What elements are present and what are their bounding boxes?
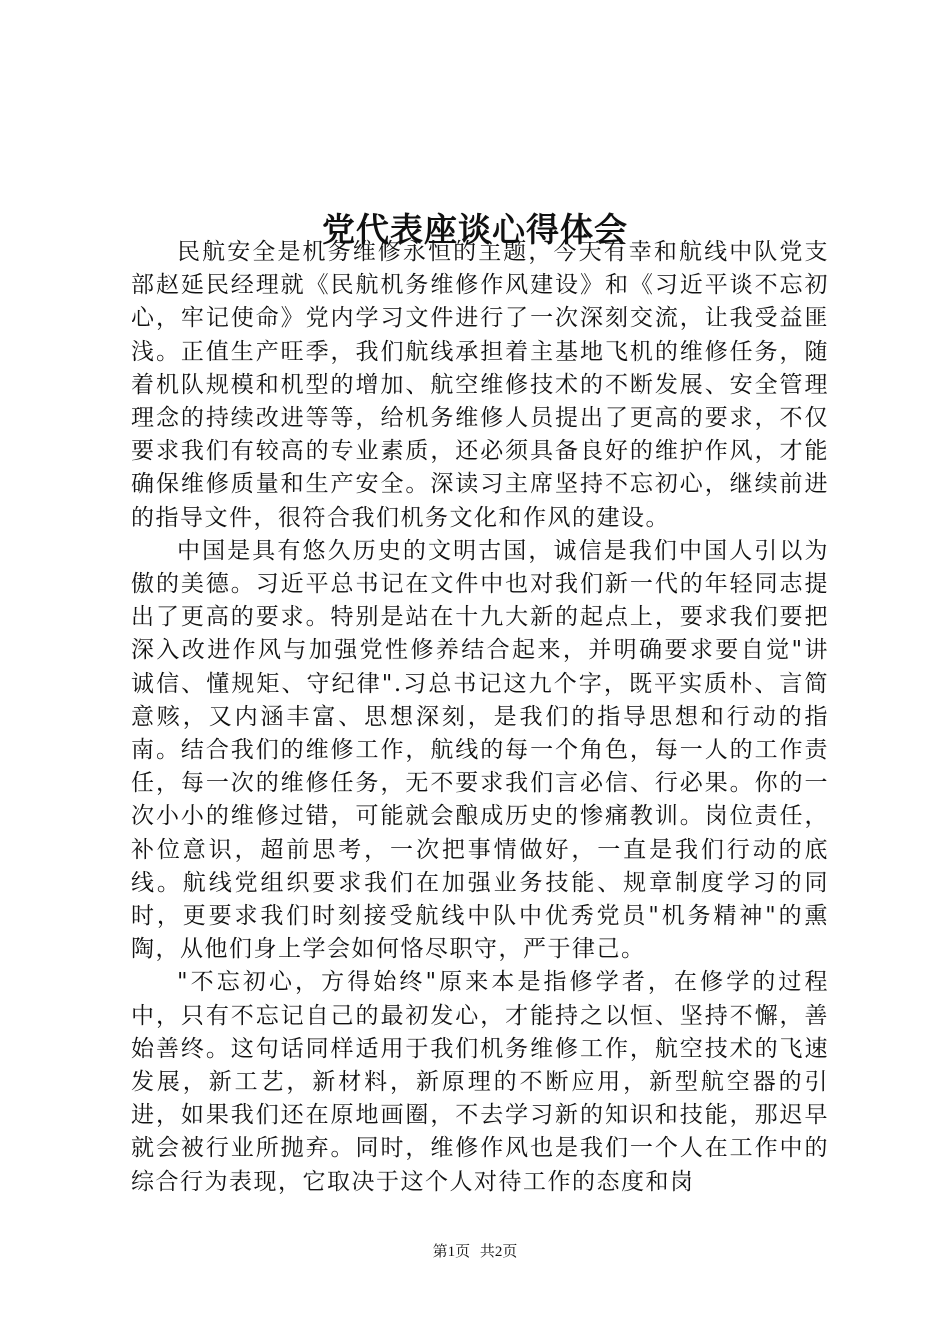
document-title: 党代表座谈心得体会 xyxy=(322,210,628,250)
paragraph-2: 中国是具有悠久历史的文明古国，诚信是我们中国人引以为傲的美德。习近平总书记在文件中也对我们新一代的年轻同志提出了更高的要求。特别是站在十九大新的起点上，要求我们要把深入改进作风与加强党性修养结合起来，并明确要求要自觉"讲诚信、懂规矩、守纪律".习总书记这九个字，既平实质朴、言简意赅，又内涵丰富、思想深刻，是我们的指导思想和行动的指南。结合我们的维修工作，航线的每一个角色，每一人的工作责任，每一次的维修任务，无不要求我们言必信、行必果。你的一次小小的维修过错，可能就会酿成历史的惨痛教训。岗位责任，补位意识，超前思考，一次把事情做好，一直是我们行动的底线。航线党组织要求我们在加强业务技能、规章制度学习的同时，更要求我们时刻接受航线中队中优秀党员"机务精神"的熏陶，从他们身上学会如何恪尽职守，严于律己。 xyxy=(131,537,829,963)
page-footer xyxy=(0,1242,950,1262)
paragraph-3: "不忘初心，方得始终"原来本是指修学者，在修学的过程中，只有不忘记自己的最初发心，才能持之以恒、坚持不懈，善始善终。这句话同样适用于我们机务维修工作，航空技术的飞速发展，新工艺，新材料，新原理的不断应用，新型航空器的引进，如果我们还在原地画圈，不去学习新的知识和技能，那迟早就会被行业所抛弃。同时，维修作风也是我们一个人在工作中的综合行为表现，它取决于这个人对待工作的态度和岗 xyxy=(131,969,829,1195)
page-total: 共2页 xyxy=(479,1244,518,1260)
paragraph-1: 民航安全是机务维修永恒的主题，今天有幸和航线中队党支部赵延民经理就《民航机务维修作风建设》和《习近平谈不忘初心，牢记使命》党内学习文件进行了一次深刻交流，让我受益匪浅。正值生产旺季，我们航线承担着主基地飞机的维修任务，随着机队规模和机型的增加、航空维修技术的不断发展、安全管理理念的持续改进等等，给机务维修人员提出了更高的要求，不仅要求我们有较高的专业素质，还必须具备良好的维护作风，才能确保维修质量和生产安全。深读习主席坚持不忘初心，继续前进的指导文件，很符合我们机务文化和作风的建设。 xyxy=(131,239,829,531)
document-body xyxy=(131,236,829,1199)
page-number: 第1页 xyxy=(432,1244,471,1260)
